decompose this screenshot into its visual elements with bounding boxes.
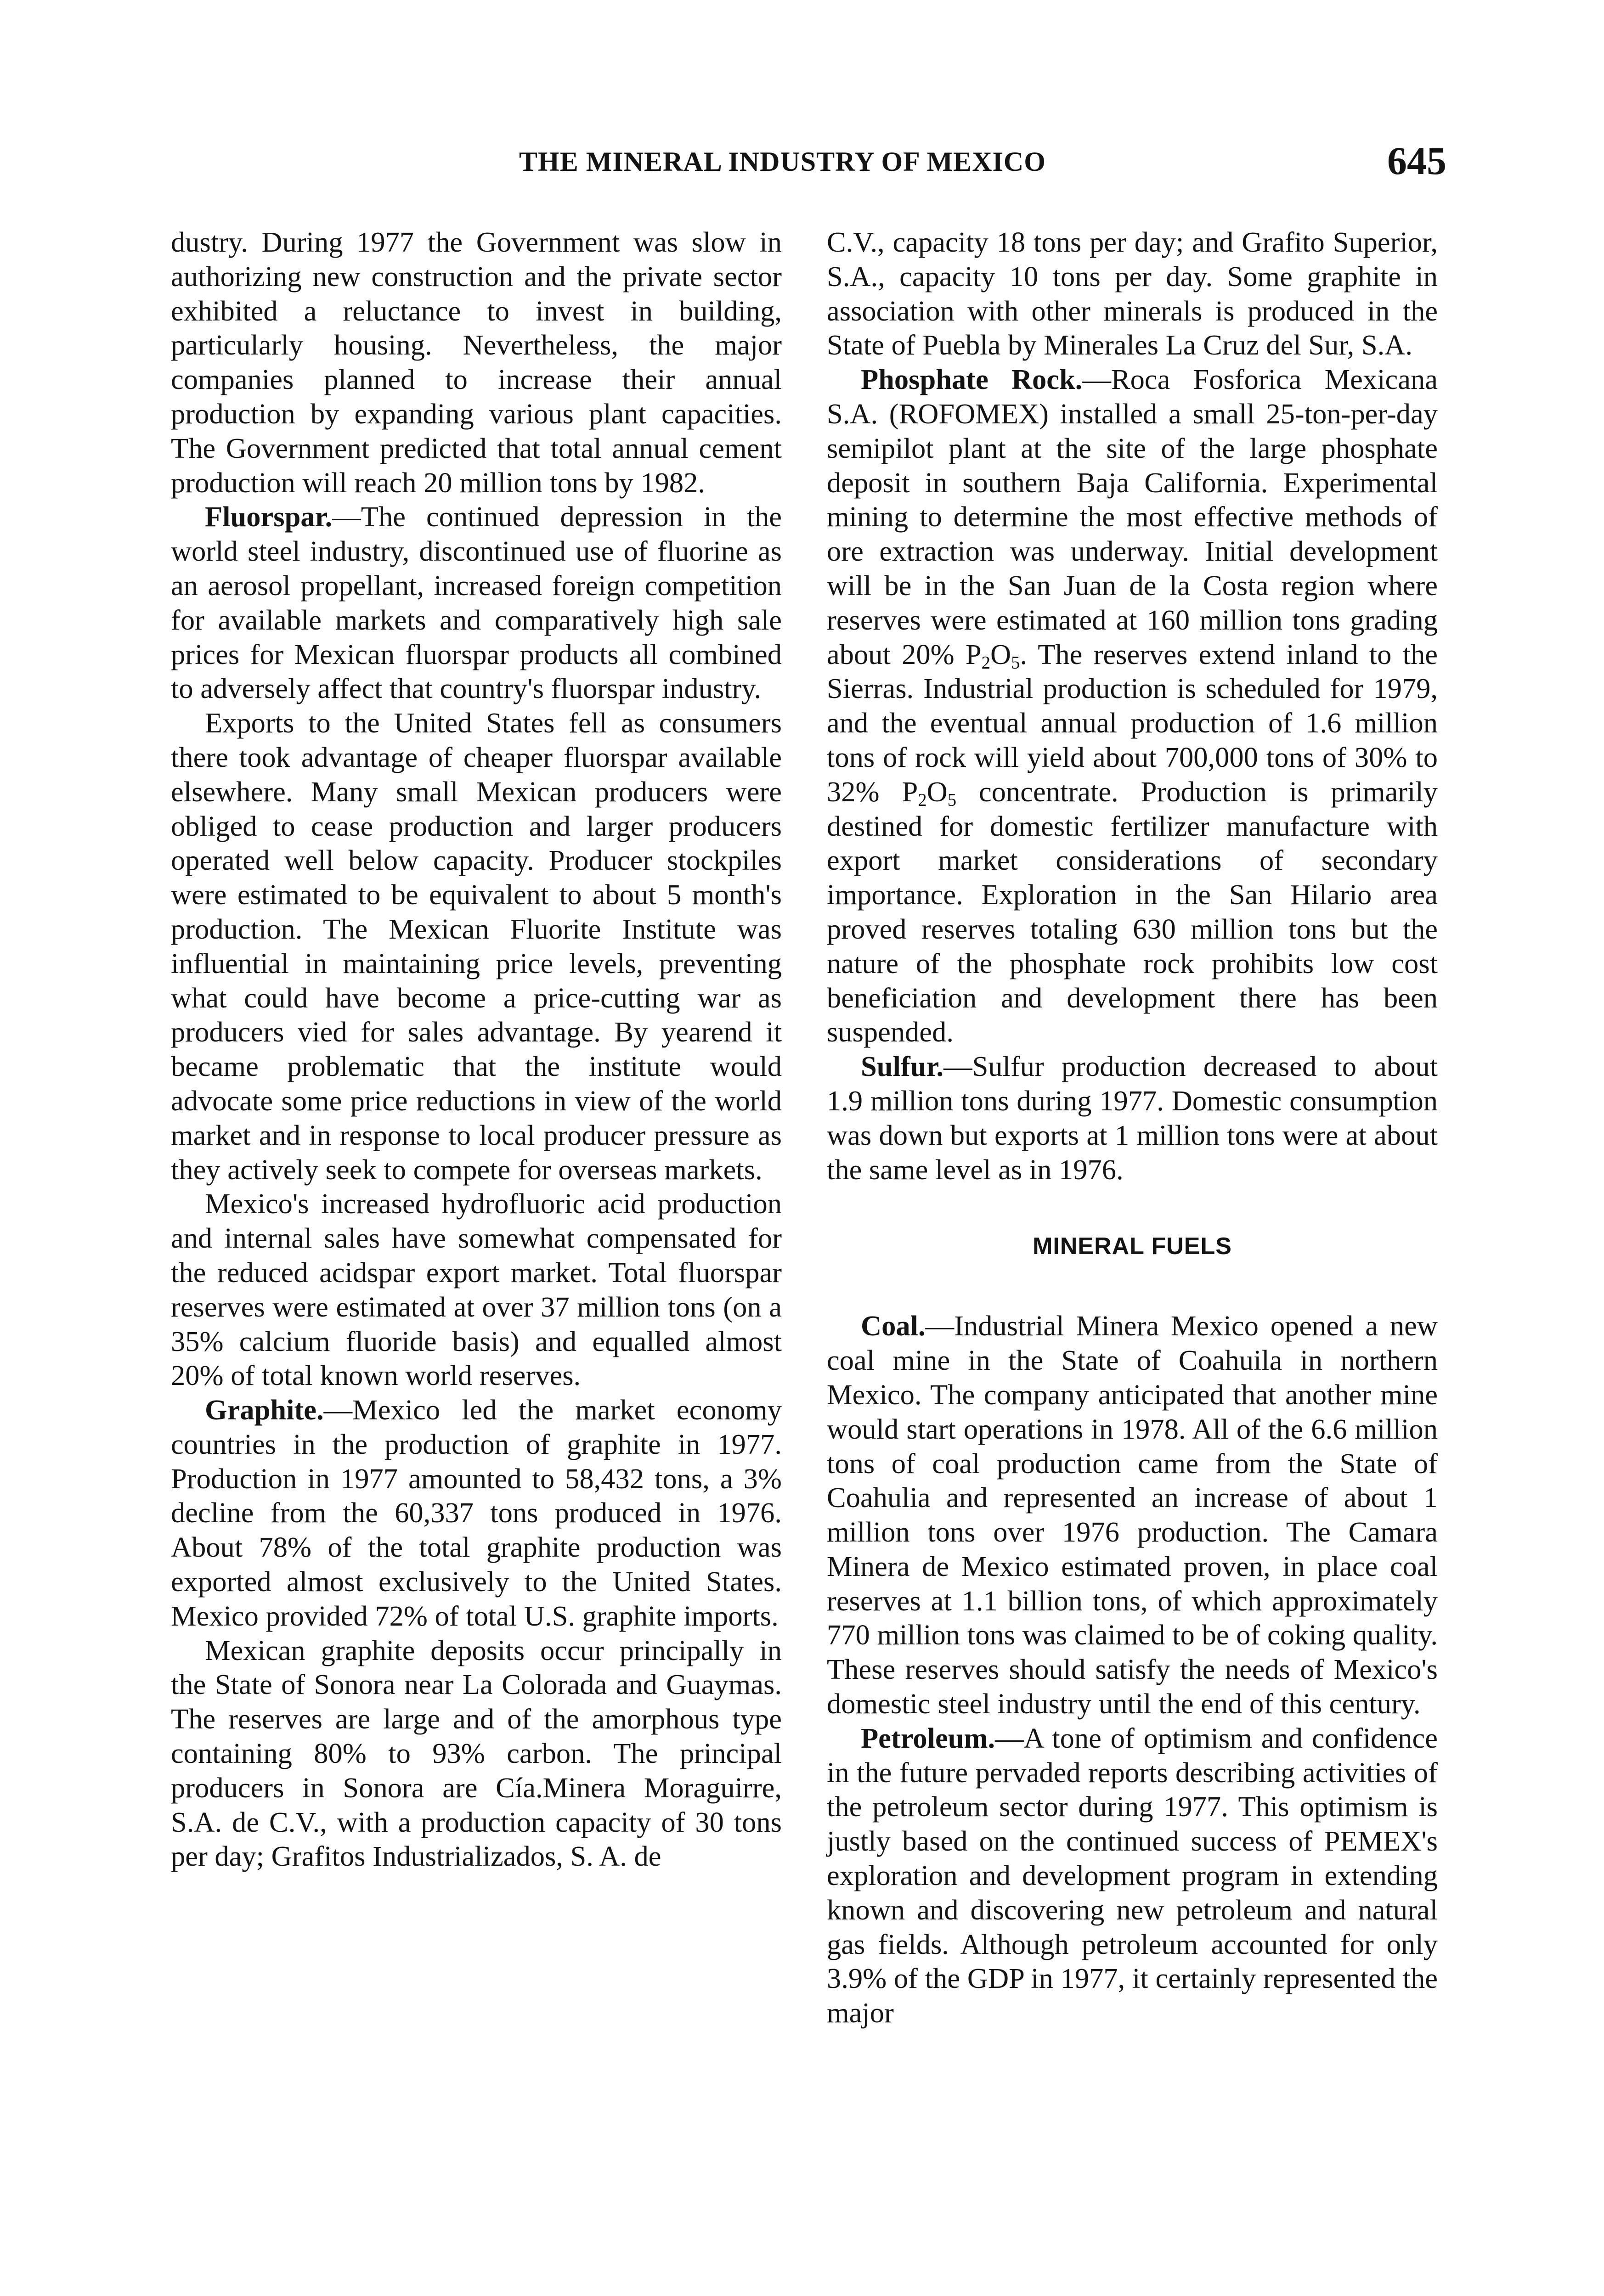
subscript-2: 2: [918, 790, 927, 810]
run-in-heading-sulfur: Sulfur.: [861, 1050, 944, 1083]
run-in-heading-coal: Coal.: [861, 1310, 926, 1342]
paragraph-fluorspar: [171, 500, 782, 706]
phosphate-text-a: —Roca Fosforica Mexicana S.A. (ROFOMEX) installed a small 25-ton-per-day semipilot plant at the site of the large phosphate deposit in southern Baja California. Experimental mining to determine the most effective methods of ore extraction was underway. Initial development will be in the San Juan de la Costa region where reserves were estimated at 160 million tons grading about 20% P: [827, 363, 1438, 670]
paragraph-coal: [827, 1309, 1438, 1721]
paragraph-phosphate-rock: [827, 362, 1438, 1049]
left-column: [171, 225, 782, 1874]
subscript-2: 2: [981, 653, 990, 673]
paragraph-fluorspar-text: —The continued depression in the world steel industry, discontinued use of fluorine as an aerosol propellant, increased foreign competition for available markets and comparatively high sale prices for Mexican fluorspar products all combined to adversely affect that country's fluorspar industry.: [171, 501, 782, 705]
paragraph-graphite: [171, 1393, 782, 1633]
phosphate-text-c: concentrate. Production is primarily destined for domestic fertilizer manufacture with export market considerations of secondary importance. Exploration in the San Hilario area proved reserves totaling 630 million tons but the nature of the phosphate rock prohibits low cost beneficiation and development there has been suspended.: [827, 775, 1438, 1048]
chem-oxygen: O: [990, 638, 1011, 670]
page-number: 645: [1387, 139, 1446, 183]
paragraph-hydrofluoric-acid: Mexico's increased hydrofluoric acid production and internal sales have somewhat compensated for the reduced acidspar export market. Total fluorspar reserves were estimated at over 37 million tons (on a 35% calcium fluoride basis) and equalled almost 20% of total known world reserves.: [171, 1187, 782, 1392]
right-column: [827, 225, 1438, 2030]
run-in-heading-fluorspar: Fluorspar.: [205, 501, 333, 533]
run-in-heading-phosphate-rock: Phosphate Rock.: [861, 363, 1083, 396]
subscript-5: 5: [1011, 653, 1020, 673]
paragraph-petroleum: [827, 1721, 1438, 2030]
section-heading-mineral-fuels: MINERAL FUELS: [1033, 1233, 1232, 1260]
paragraph-coal-text: —Industrial Minera Mexico opened a new coal mine in the State of Coahuila in northern Mexico. The company anticipated that another mine would start operations in 1978. All of the 6.6 million tons of coal production came from the State of Coahulia and represented an increase of about 1 million tons over 1976 production. The Camara Minera de Mexico estimated proven, in place coal reserves at 1.1 billion tons, of which approximately 770 million tons was claimed to be of coking quality. These reserves should satisfy the needs of Mexico's domestic steel industry until the end of this century.: [827, 1310, 1438, 1720]
paragraph-graphite-continued: C.V., capacity 18 tons per day; and Grafito Superior, S.A., capacity 10 tons per day. Some graphite in association with other minerals is produced in the State of Puebla by Minerales La Cruz del Sur, S.A.: [827, 226, 1438, 361]
paragraph-fluorspar-exports: Exports to the United States fell as consumers there took advantage of cheaper fluorspar available elsewhere. Many small Mexican producers were obliged to cease production and larger producers operated well below capacity. Producer stockpiles were estimated to be equivalent to about 5 month's production. The Mexican Fluorite Institute was influential in maintaining price levels, preventing what could have become a price-cutting war as producers vied for sales advantage. By yearend it became problematic that the institute would advocate some price reductions in view of the world market and in response to local producer pressure as they actively seek to compete for overseas markets.: [171, 707, 782, 1186]
paragraph-petroleum-text: —A tone of optimism and confidence in the future pervaded reports describing activities of the petroleum sector during 1977. This optimism is justly based on the continued success of PEMEX's exploration and development program in extending known and discovering new petroleum and natural gas fields. Although petroleum accounted for only 3.9% of the GDP in 1977, it certainly represented the major: [827, 1722, 1438, 2029]
paragraph-graphite-text: —Mexico led the market economy countries in the production of graphite in 1977. Production in 1977 amounted to 58,432 tons, a 3% decline from the 60,337 tons produced in 1976. About 78% of the total graphite production was exported almost exclusively to the United States. Mexico provided 72% of total U.S. graphite imports.: [171, 1394, 782, 1632]
paragraph-graphite-deposits: Mexican graphite deposits occur principally in the State of Sonora near La Colorada and Guaymas. The reserves are large and of the amorphous type containing 80% to 93% carbon. The principal producers in Sonora are Cía.Minera Moraguirre, S.A. de C.V., with a production capacity of 30 tons per day; Grafitos Industrializados, S. A. de: [171, 1634, 782, 1873]
paragraph-sulfur-text: —Sulfur production decreased to about 1.9 million tons during 1977. Domestic consumption was down but exports at 1 million tons were at about the same level as in 1976.: [827, 1050, 1438, 1186]
paragraph-cement-continued: dustry. During 1977 the Government was slow in authorizing new construction and the private sector exhibited a reluctance to invest in building, particularly housing. Nevertheless, the major companies planned to increase their annual production by expanding various plant capacities. The Government predicted that total annual cement production will reach 20 million tons by 1982.: [171, 226, 782, 499]
chem-oxygen: O: [926, 775, 948, 808]
run-in-heading-petroleum: Petroleum.: [861, 1722, 995, 1754]
phosphate-text-b: . The reserves extend inland to the Sierras. Industrial production is scheduled for 1979, and the eventual annual production of 1.6 million tons of rock will yield about 700,000 tons of 30% to 32% P: [827, 638, 1438, 808]
running-title: THE MINERAL INDUSTRY OF MEXICO: [519, 146, 1046, 177]
run-in-heading-graphite: Graphite.: [205, 1394, 324, 1426]
paragraph-sulfur: [827, 1049, 1438, 1187]
subscript-5: 5: [947, 790, 957, 810]
